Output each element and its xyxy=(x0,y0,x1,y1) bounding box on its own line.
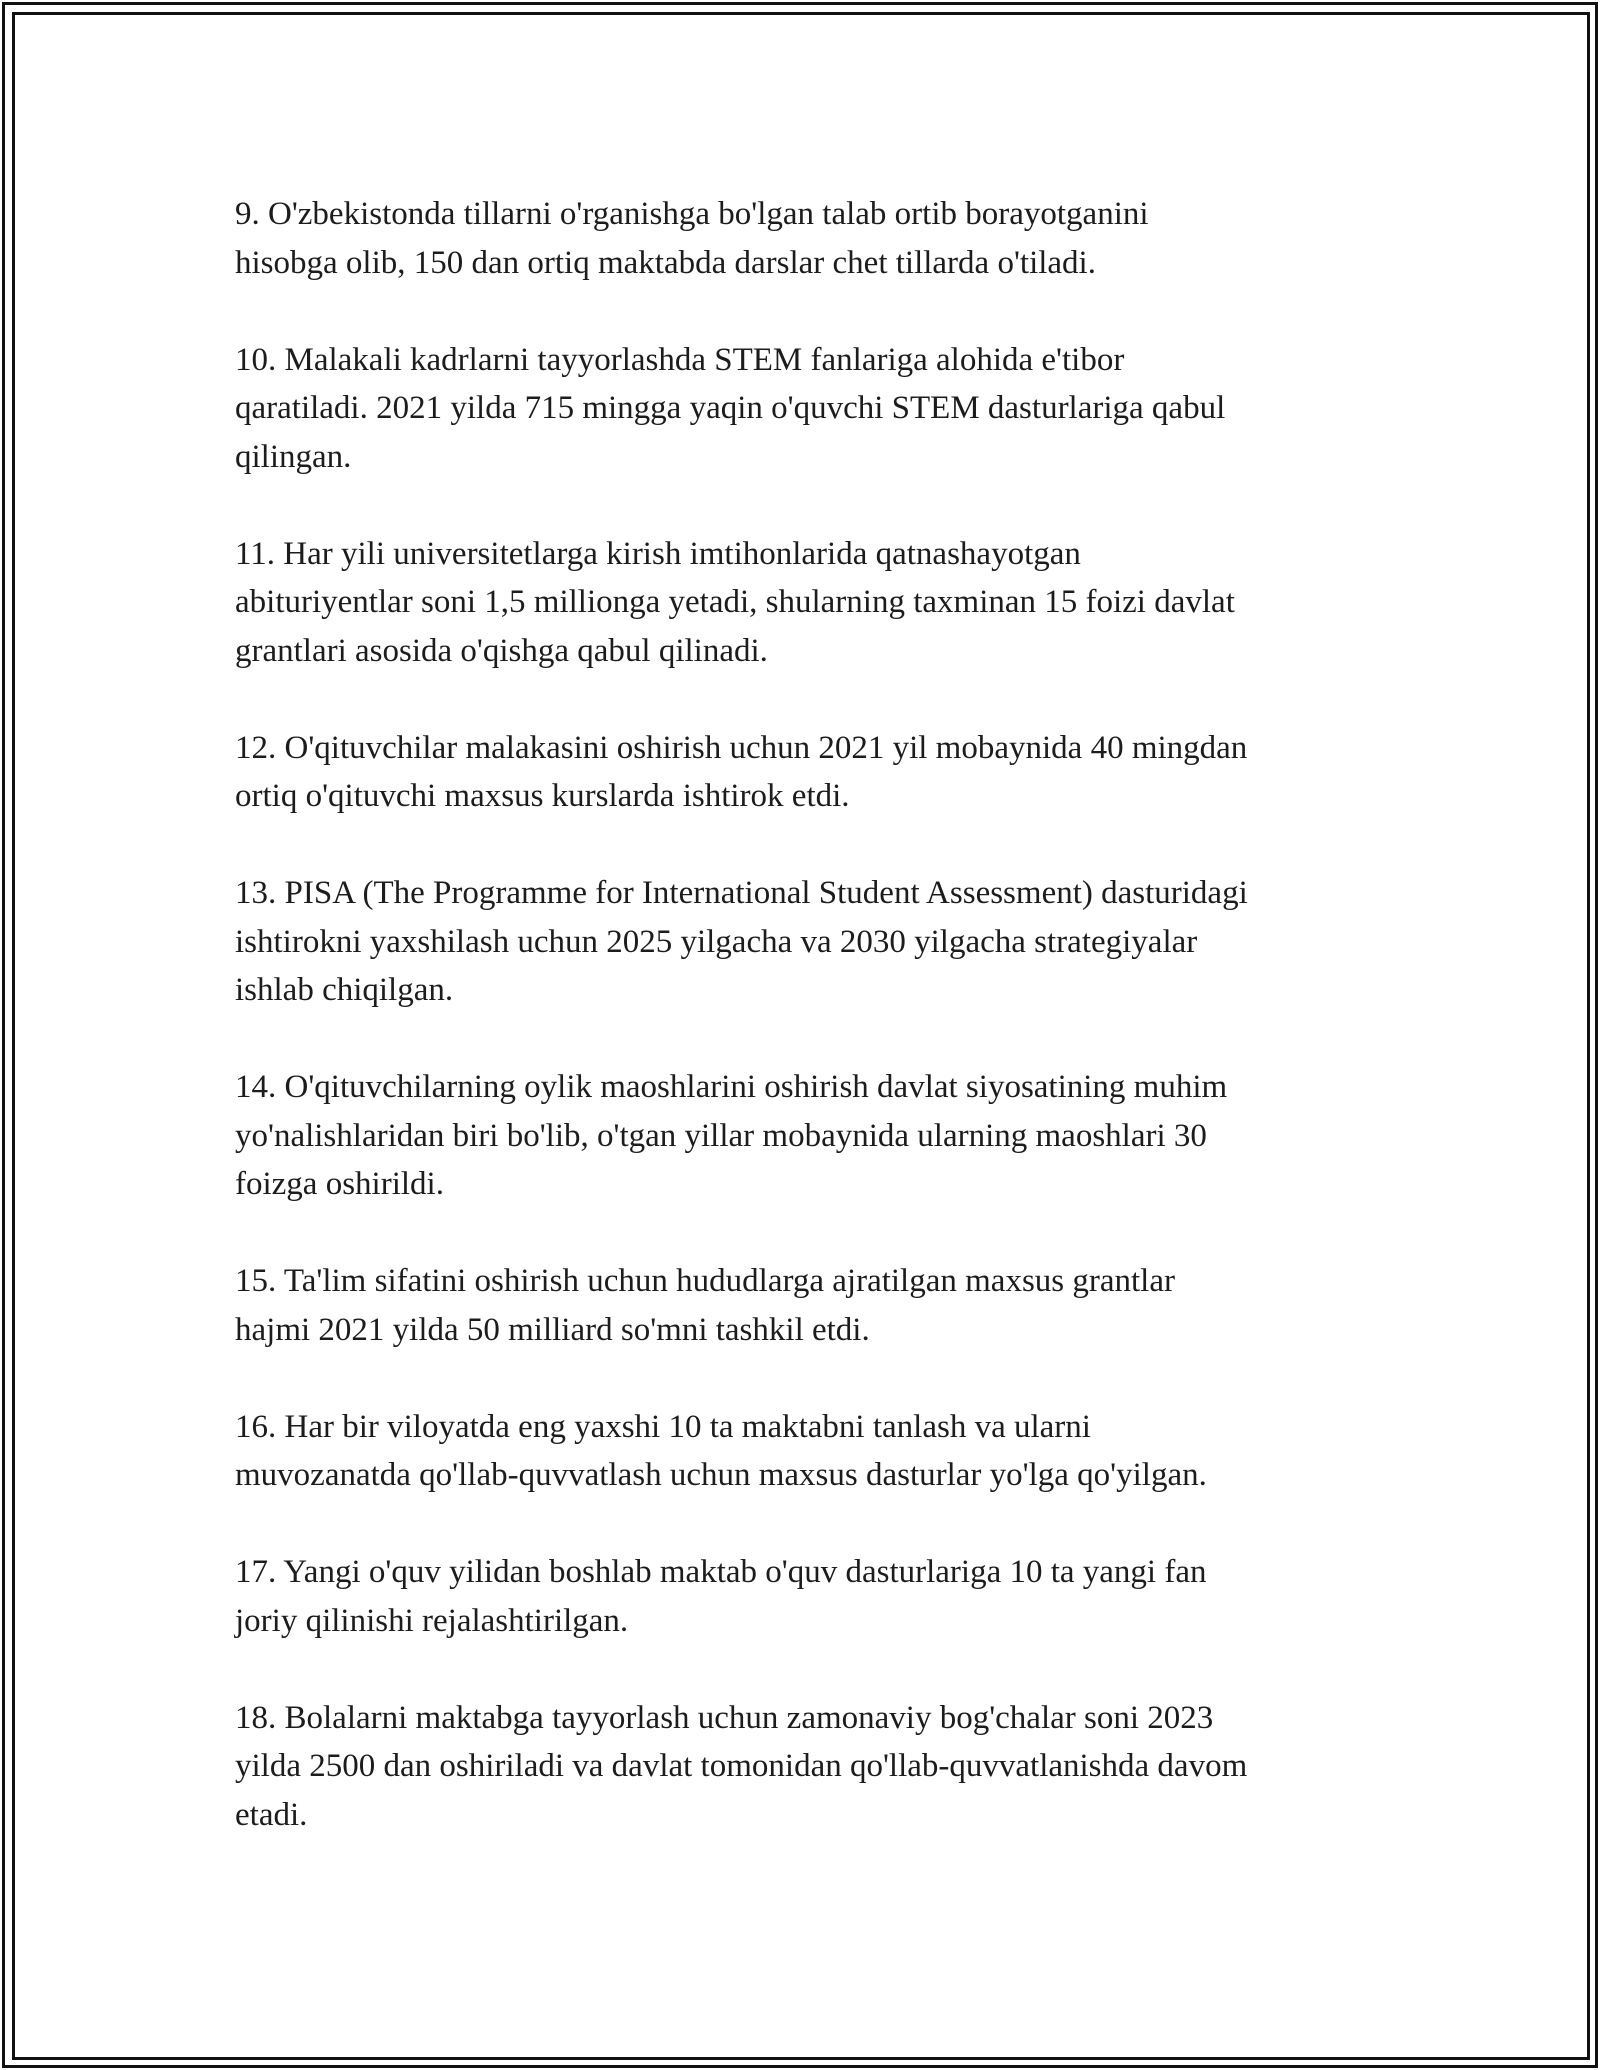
paragraph-line: 9. O'zbekistonda tillarni o'rganishga bo'lgan talab ortib borayotganini xyxy=(235,196,1149,232)
paragraph-line: hisobga olib, 150 dan ortiq maktabda darslar chet tillarda o'tiladi. xyxy=(235,244,1096,281)
paragraph-line: yilda 2500 dan oshiriladi va davlat tomonidan qo'llab-quvvatlanishda davom xyxy=(235,1748,1248,1784)
paragraph-item-14 xyxy=(235,1063,1375,1209)
paragraph-line: ishtirokni yaxshilash uchun 2025 yilgacha va 2030 yilgacha strategiyalar xyxy=(235,923,1198,960)
paragraph-item-11 xyxy=(235,530,1375,676)
paragraph-line: ortiq o'qituvchi maxsus kurslarda ishtirok etdi. xyxy=(235,778,850,814)
paragraph-line: abituriyentlar soni 1,5 millionga yetadi, shularning taxminan 15 foizi davlat xyxy=(235,584,1235,620)
paragraph-line: foizga oshirildi. xyxy=(235,1166,444,1202)
paragraph-line: 11. Har yili universitetlarga kirish imtihonlarida qatnashayotgan xyxy=(235,535,1081,572)
paragraph-line: 14. O'qituvchilarning oylik maoshlarini oshirish davlat siyosatining muhim xyxy=(235,1069,1228,1105)
paragraph-item-13 xyxy=(235,869,1375,1015)
paragraph-item-16 xyxy=(235,1403,1375,1500)
paragraph-line: hajmi 2021 yilda 50 milliard so'mni tashkil etdi. xyxy=(235,1311,870,1348)
paragraph-line: 13. PISA (The Programme for International Student Assessment) dasturidagi xyxy=(235,875,1248,911)
paragraph-line: yo'nalishlaridan biri bo'lib, o'tgan yillar mobaynida ularning maoshlari 30 xyxy=(235,1117,1207,1154)
paragraph-line: muvozanatda qo'llab-quvvatlash uchun maxsus dasturlar yo'lga qo'yilgan. xyxy=(235,1457,1207,1493)
paragraph-line: grantlari asosida o'qishga qabul qilinadi. xyxy=(235,632,768,669)
paragraph-line: joriy qilinishi rejalashtirilgan. xyxy=(235,1602,629,1639)
paragraph-item-12 xyxy=(235,724,1375,821)
paragraph-line: qaratiladi. 2021 yilda 715 mingga yaqin o'quvchi STEM dasturlariga qabul xyxy=(235,390,1226,426)
paragraph-item-17 xyxy=(235,1548,1375,1645)
paragraph-line: etadi. xyxy=(235,1796,308,1833)
paragraph-line: qilingan. xyxy=(235,438,352,475)
paragraph-item-9 xyxy=(235,190,1375,287)
paragraph-item-10 xyxy=(235,336,1375,482)
paragraph-line: ishlab chiqilgan. xyxy=(235,972,454,1008)
document-body xyxy=(235,190,1375,1888)
paragraph-item-15 xyxy=(235,1257,1375,1354)
paragraph-line: 10. Malakali kadrlarni tayyorlashda STEM fanlariga alohida e'tibor xyxy=(235,341,1125,378)
paragraph-line: 16. Har bir viloyatda eng yaxshi 10 ta maktabni tanlash va ularni xyxy=(235,1408,1091,1445)
paragraph-line: 12. O'qituvchilar malakasini oshirish uchun 2021 yil mobaynida 40 mingdan xyxy=(235,729,1248,766)
paragraph-item-18 xyxy=(235,1694,1375,1840)
paragraph-line: 17. Yangi o'quv yilidan boshlab maktab o'quv dasturlariga 10 ta yangi fan xyxy=(235,1554,1207,1590)
paragraph-line: 15. Ta'lim sifatini oshirish uchun hududlarga ajratilgan maxsus grantlar xyxy=(235,1263,1175,1299)
paragraph-line: 18. Bolalarni maktabga tayyorlash uchun zamonaviy bog'chalar soni 2023 xyxy=(235,1699,1214,1736)
